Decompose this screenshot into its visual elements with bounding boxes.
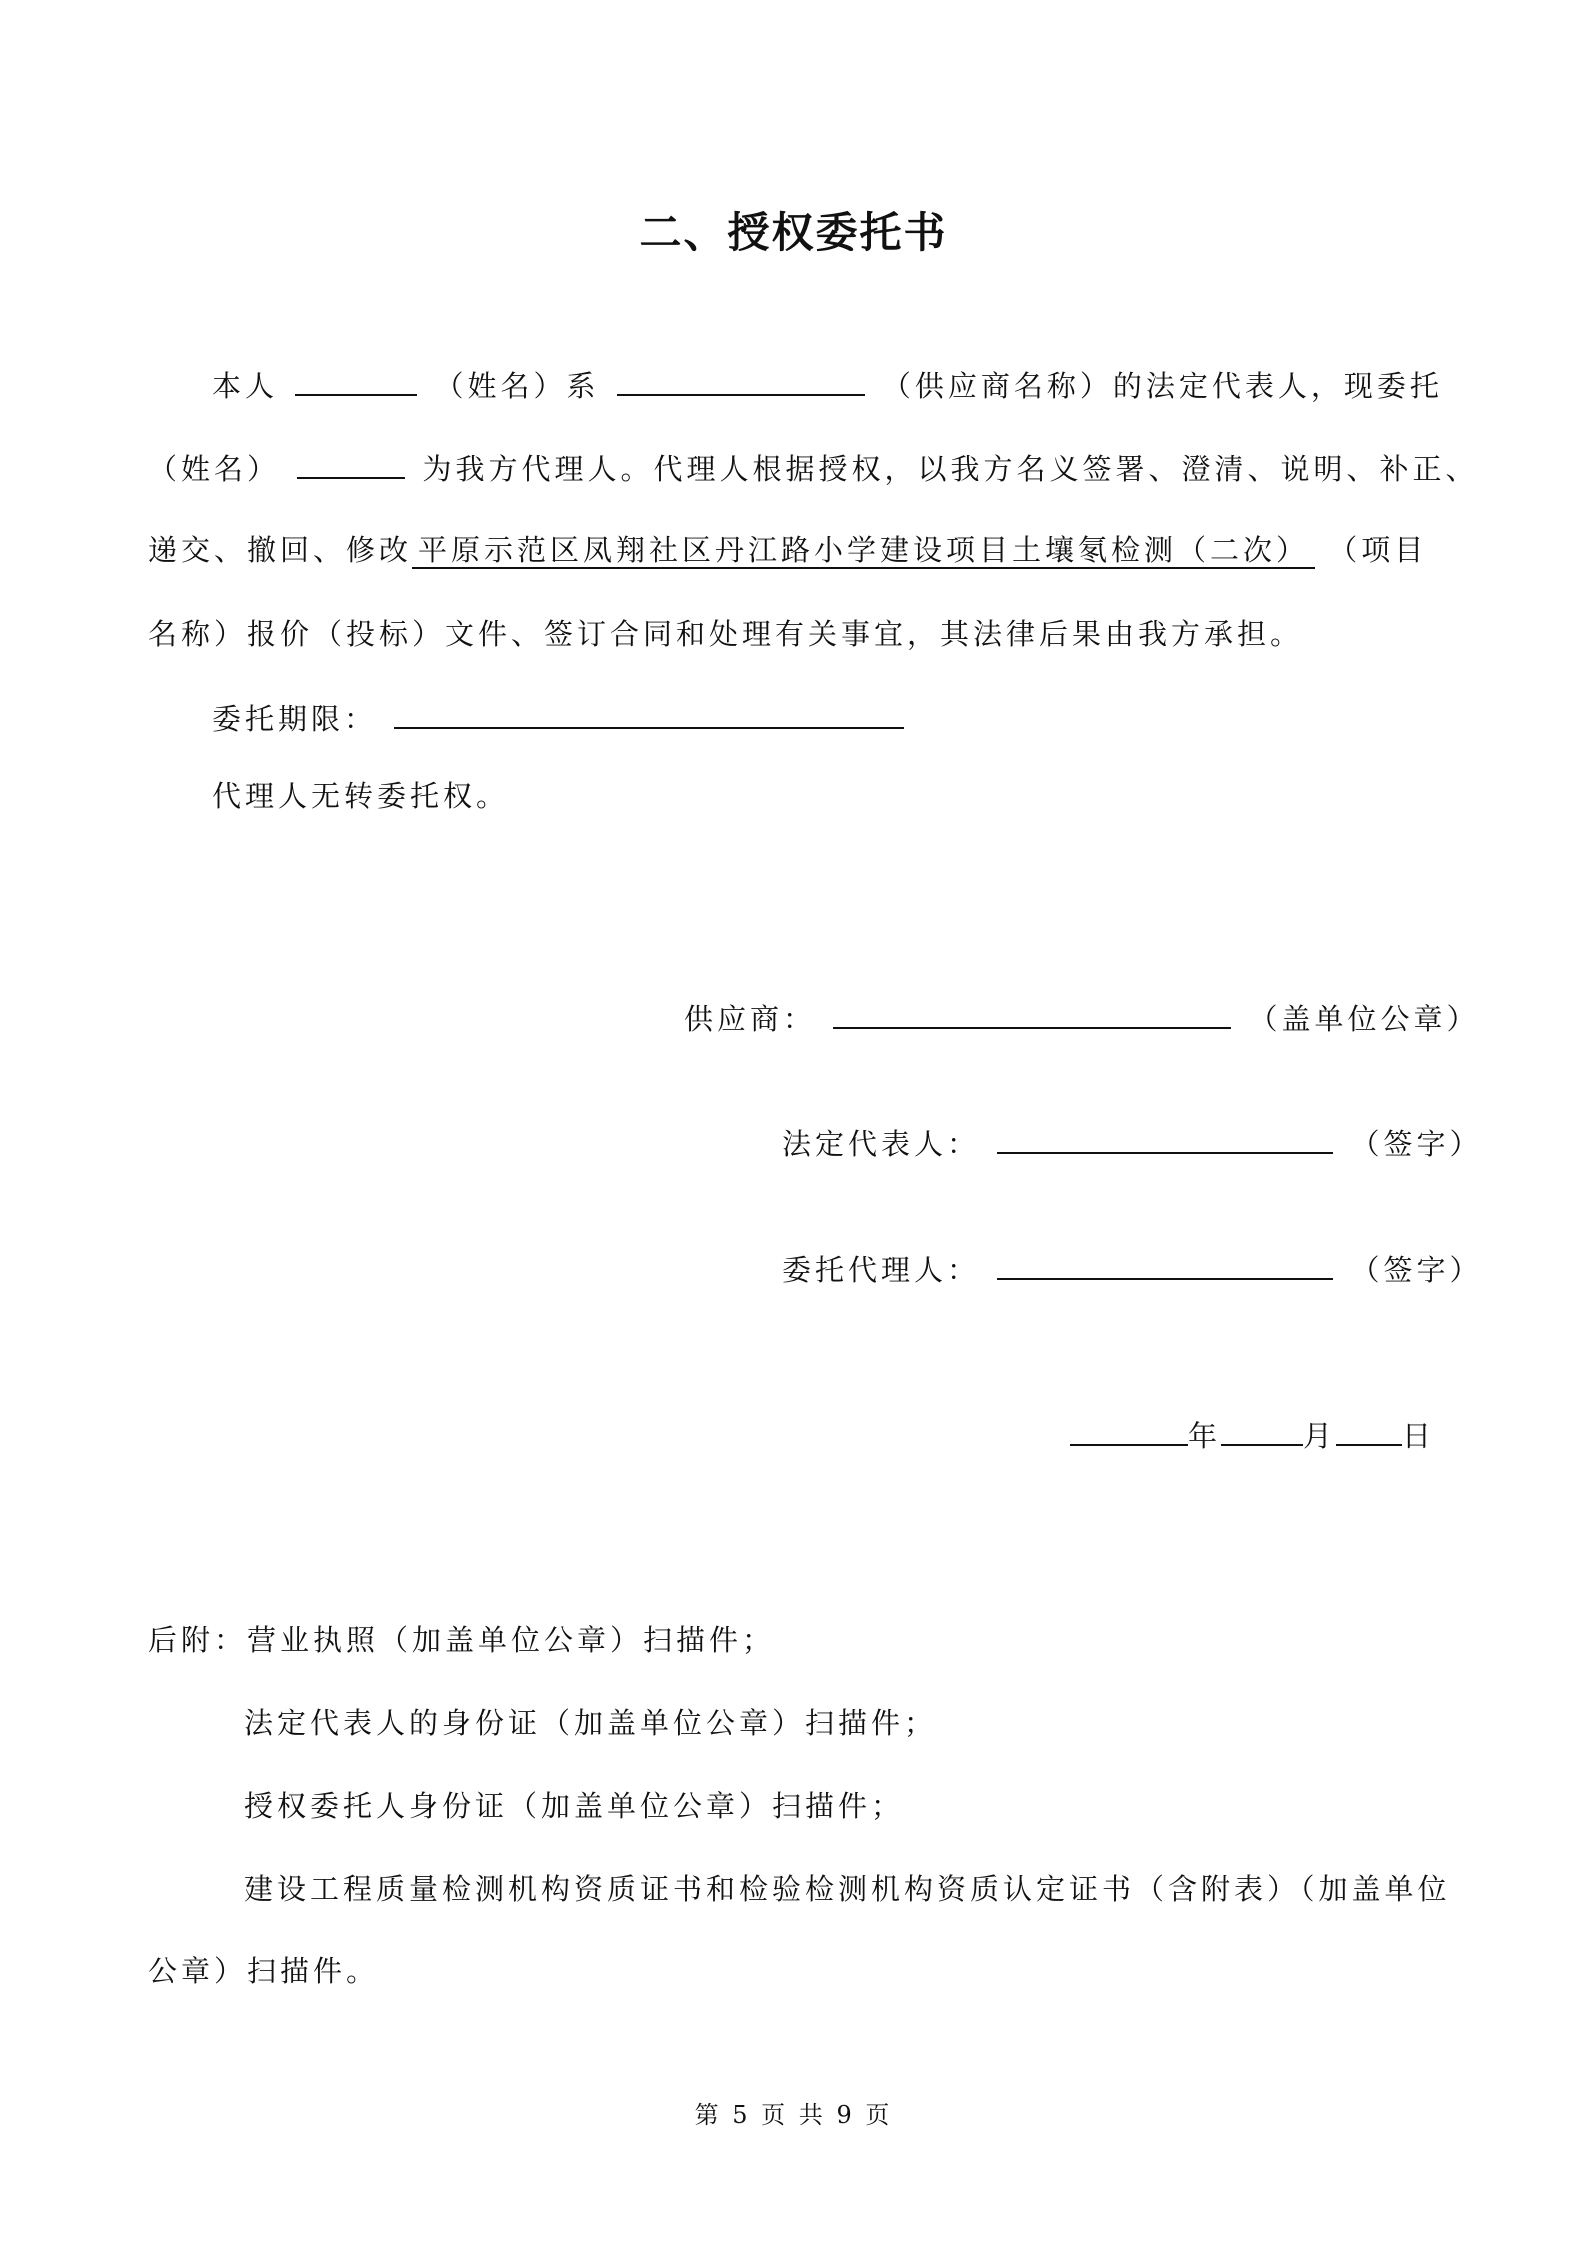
agent-note: （签字） xyxy=(1350,1253,1483,1287)
agent-label: 委托代理人： xyxy=(782,1253,981,1287)
project-name: 平原示范区凤翔社区丹江路小学建设项目土壤氡检测（二次） xyxy=(412,533,1315,569)
year-blank[interactable] xyxy=(1070,1414,1188,1446)
legal-rep-blank[interactable] xyxy=(997,1122,1333,1154)
day-label: 日 xyxy=(1402,1419,1436,1453)
attachments-label: 后附： xyxy=(148,1623,248,1657)
text-submit: 递交、撤回、修改 xyxy=(148,533,413,567)
term-label: 委托期限： xyxy=(212,702,378,736)
date-line xyxy=(1070,1414,1435,1456)
attachments-line1 xyxy=(148,1620,775,1660)
attachment-item-4-line1: 建设工程质量检测机构资质证书和检验检测机构资质认定证书（含附表）（加盖单位 xyxy=(244,1872,1451,1906)
para1-line2 xyxy=(148,447,1478,489)
text-consequence: 名称）报价（投标）文件、签订合同和处理有关事宜，其法律后果由我方承担。 xyxy=(148,617,1304,651)
attachment-item-3: 授权委托人身份证（加盖单位公章）扫描件； xyxy=(244,1789,905,1823)
month-label: 月 xyxy=(1303,1419,1337,1453)
para1-line1 xyxy=(212,364,1443,406)
legal-rep-label: 法定代表人： xyxy=(782,1127,981,1161)
agent-line xyxy=(782,1248,1482,1290)
text-name: （姓名） xyxy=(148,452,281,486)
agent-blank[interactable] xyxy=(997,1248,1333,1280)
month-blank[interactable] xyxy=(1221,1414,1303,1446)
legal-rep-line xyxy=(782,1122,1482,1164)
page-number: 第 5 页 共 9 页 xyxy=(694,2101,893,2129)
day-blank[interactable] xyxy=(1336,1414,1402,1446)
para1-line4 xyxy=(148,614,1303,654)
term-line xyxy=(212,697,908,739)
agent-name-blank[interactable] xyxy=(297,447,405,479)
supplier-name-blank[interactable] xyxy=(617,364,865,396)
text-legal-rep: （供应商名称）的法定代表人，现委托 xyxy=(881,369,1443,403)
text-self: 本人 xyxy=(212,369,279,403)
legal-rep-note: （签字） xyxy=(1350,1127,1483,1161)
para1-line3 xyxy=(148,530,1427,570)
text-project: （项目 xyxy=(1328,533,1428,567)
supplier-note: （盖单位公章） xyxy=(1248,1002,1480,1036)
supplier-line xyxy=(684,997,1479,1039)
year-label: 年 xyxy=(1188,1419,1222,1453)
attachment-item-4-line2: 公章）扫描件。 xyxy=(148,1954,380,1988)
attachment-item-2: 法定代表人的身份证（加盖单位公章）扫描件； xyxy=(244,1706,938,1740)
text-name-is: （姓名）系 xyxy=(434,369,600,403)
supplier-label: 供应商： xyxy=(684,1002,817,1036)
attachment-item-1: 营业执照（加盖单位公章）扫描件； xyxy=(247,1623,776,1657)
no-transfer: 代理人无转委托权。 xyxy=(212,779,510,813)
text-agent: 为我方代理人。代理人根据授权，以我方名义签署、澄清、说明、补正、 xyxy=(422,452,1479,486)
supplier-blank[interactable] xyxy=(833,997,1231,1029)
document-title: 二、授权委托书 xyxy=(639,208,948,257)
term-blank[interactable] xyxy=(394,697,904,729)
name-blank[interactable] xyxy=(295,364,417,396)
